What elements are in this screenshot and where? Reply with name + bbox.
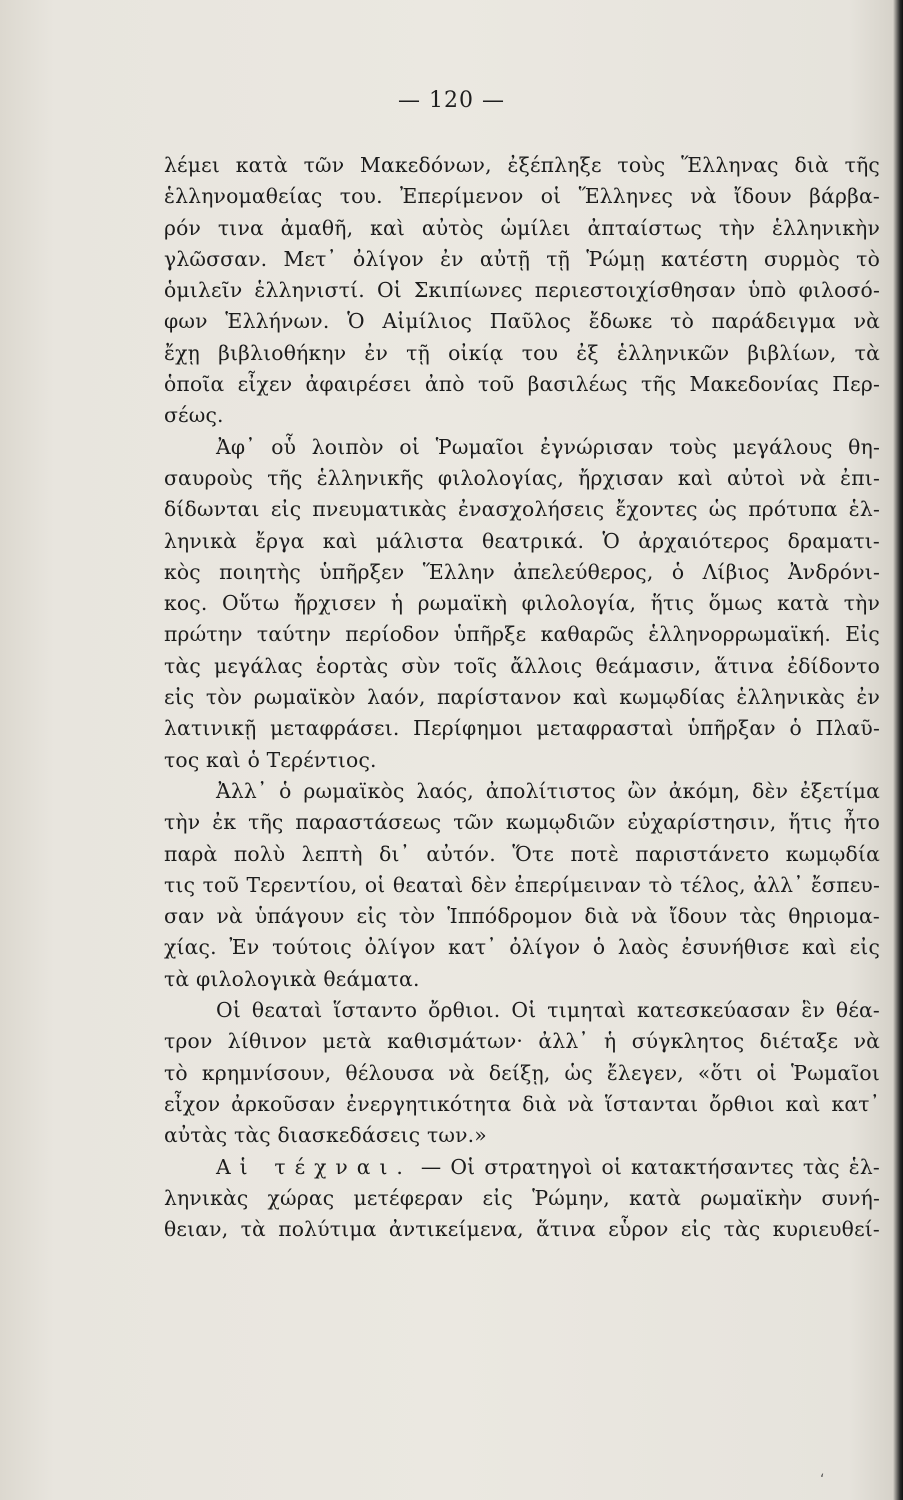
text-line: κὸς ποιητὴς ὑπῆρξεν Ἕλλην ἀπελεύθερος, ὁ Λίβιος Ἀνδρόνι- [164,559,880,584]
margin-mark: ‘ [820,1472,825,1488]
section-heading: Αἱ τέχναι. [216,1154,412,1179]
text-line: τις τοῦ Τερεντίου, οἱ θεαταὶ δὲν ἐπερίμειναν τὸ τέλος, ἀλλ᾽ ἔσπευ- [164,872,880,897]
text-line: αὐτὰς τὰς διασκεδάσεις των.» [164,1123,487,1148]
section-heading-line [164,1152,880,1183]
text-segment: — Οἱ στρατηγοὶ οἱ κατακτήσαντες τὰς ἑλ- [420,1154,880,1179]
paragraph-start-line: Οἱ θεαταὶ ἵσταντο ὄρθιοι. Οἱ τιμηταὶ κατεσκεύασαν ἓν θέα- [216,998,880,1023]
text-line: σαυροὺς τῆς ἑλληνικῆς φιλολογίας, ἤρχισαν καὶ αὐτοὶ νὰ ἐπι- [164,465,880,490]
text-line: ρόν τινα ἀμαθῆ, καὶ αὐτὸς ὡμίλει ἀπταίστως τὴν ἑλληνικὴν [164,215,880,240]
text-line: εἰς τὸν ρωμαϊκὸν λαόν, παρίστανον καὶ κωμῳδίας ἑλληνικὰς ἐν [164,685,880,710]
text-line: τὰς μεγάλας ἑορτὰς σὺν τοῖς ἄλλοις θεάμασιν, ἅτινα ἐδίδοντο [164,653,880,678]
paragraph-start-line: Ἀλλ᾽ ὁ ρωμαϊκὸς λαός, ἀπολίτιστος ὢν ἀκόμη, δὲν ἐξετίμα [216,778,880,803]
text-line: ληνικὰς χώρας μετέφεραν εἰς Ῥώμην, κατὰ ρωμαϊκὴν συνή- [164,1185,880,1210]
text-line: ὁποῖα εἶχεν ἀφαιρέσει ἀπὸ τοῦ βασιλέως τῆς Μακεδονίας Περ- [164,372,880,397]
text-line: ἔχῃ βιβλιοθήκην ἐν τῇ οἰκίᾳ του ἐξ ἑλληνικῶν βιβλίων, τὰ [164,340,880,365]
paragraph-start-line: Ἀφ᾽ οὗ λοιπὸν οἱ Ῥωμαῖοι ἐγνώρισαν τοὺς μεγάλους θη- [216,434,880,459]
text-line: τὰ φιλολογικὰ θεάματα. [164,966,420,991]
text-line: τος καὶ ὁ Τερέντιος. [164,747,377,772]
text-line: εἶχον ἀρκοῦσαν ἐνεργητικότητα διὰ νὰ ἵστανται ὄρθιοι καὶ κατ᾽ [164,1091,880,1116]
text-line: δίδωνται εἰς πνευματικὰς ἐνασχολήσεις ἔχοντες ὡς πρότυπα ἑλ- [164,497,880,522]
text-line: τρον λίθινον μετὰ καθισμάτων· ἀλλ᾽ ἡ σύγκλητος διέταξε νὰ [164,1029,880,1054]
text-line: τὴν ἐκ τῆς παραστάσεως τῶν κωμῳδιῶν εὐχαρίστησιν, ἥτις ἦτο [164,810,880,835]
page-binding-edge [893,0,903,1500]
text-line: παρὰ πολὺ λεπτὴ δι᾽ αὐτόν. Ὅτε ποτὲ παριστάνετο κωμῳδία [164,841,880,866]
text-line: φων Ἑλλήνων. Ὁ Αἰμίλιος Παῦλος ἔδωκε τὸ παράδειγμα νὰ [164,309,880,334]
text-line: ληνικὰ ἔργα καὶ μάλιστα θεατρικά. Ὁ ἀρχαιότερος δραματι- [164,528,880,553]
text-line: κος. Οὕτω ἤρχισεν ἡ ρωμαϊκὴ φιλολογία, ἥτις ὅμως κατὰ τὴν [164,591,880,616]
page-number: — 120 — [398,88,505,113]
text-line: πρώτην ταύτην περίοδον ὑπῆρξε καθαρῶς ἑλληνορρωμαϊκή. Εἰς [164,622,880,647]
text-line: λέμει κατὰ τῶν Μακεδόνων, ἐξέπληξε τοὺς Ἕλληνας διὰ τῆς [164,153,880,177]
text-line: χίας. Ἐν τούτοις ὀλίγον κατ᾽ ὀλίγον ὁ λαὸς ἐσυνήθισε καὶ εἰς [164,935,880,960]
text-line: τὸ κρημνίσουν, θέλουσα νὰ δείξῃ, ὡς ἔλεγεν, «ὅτι οἱ Ῥωμαῖοι [164,1060,880,1085]
text-line: θειαν, τὰ πολύτιμα ἀντικείμενα, ἅτινα εὗρον εἰς τὰς κυριευθεί- [164,1217,880,1242]
text-line: ὁμιλεῖν ἑλληνιστί. Οἱ Σκιπίωνες περιεστοιχίσθησαν ὑπὸ φιλοσό- [164,278,880,303]
text-line: σέως. [164,403,224,428]
text-line: λατινικῇ μεταφράσει. Περίφημοι μεταφρασταὶ ὑπῆρξαν ὁ Πλαῦ- [164,716,880,741]
text-line: γλῶσσαν. Μετ᾽ ὀλίγον ἐν αὐτῇ τῇ Ῥώμῃ κατέστη συρμὸς τὸ [164,246,880,271]
text-line: ἑλληνομαθείας του. Ἐπερίμενον οἱ Ἕλληνες νὰ ἴδουν βάρβα- [164,184,880,209]
text-line: σαν νὰ ὑπάγουν εἰς τὸν Ἱππόδρομον διὰ νὰ ἴδουν τὰς θηριομα- [164,904,880,929]
body-text [164,150,880,1245]
